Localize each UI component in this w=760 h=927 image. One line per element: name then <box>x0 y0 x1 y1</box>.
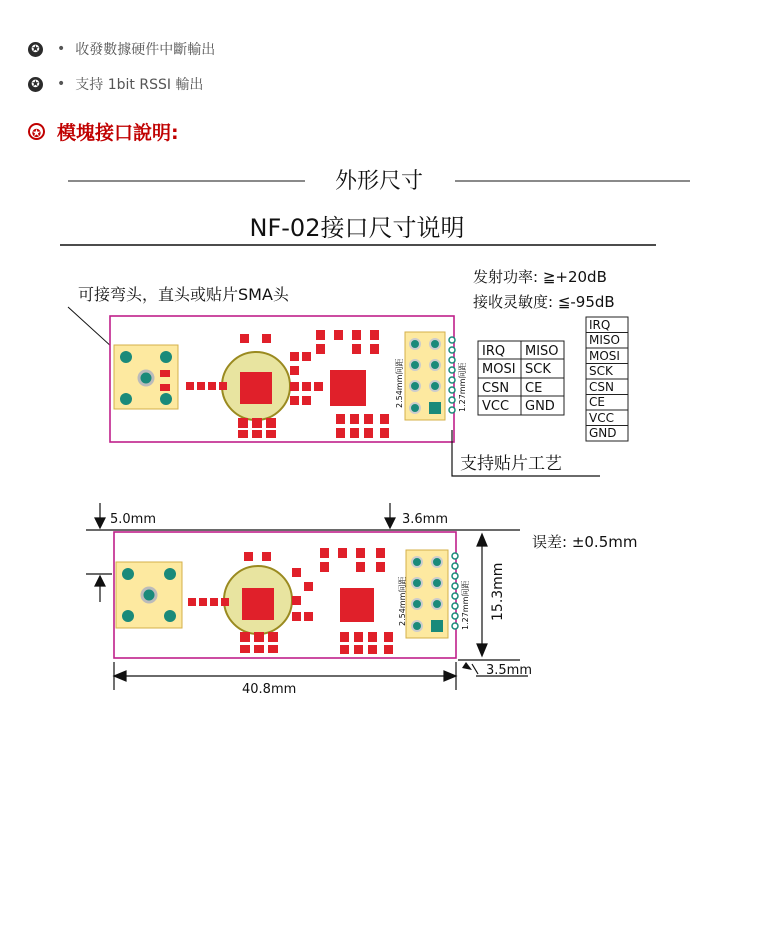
pitch-254-label-bottom: 2.54mm间距 <box>398 576 407 626</box>
edge-label: 3.5mm <box>486 663 533 678</box>
pin-col-mosi: MOSI <box>589 349 620 363</box>
pin-irq: IRQ <box>482 344 506 359</box>
height-label: 15.3mm <box>490 562 506 621</box>
diagram-subtitle: NF-02接口尺寸说明 <box>249 214 465 242</box>
pin-csn: CSN <box>482 381 510 396</box>
smt-note: 支持贴片工艺 <box>460 454 562 474</box>
bullet-dot: • <box>57 41 66 57</box>
pin-ce: CE <box>525 381 543 396</box>
pin-sck: SCK <box>525 362 551 377</box>
board-top <box>110 316 467 442</box>
bullet-dot: • <box>57 76 66 92</box>
star-outline-icon: ✪ <box>28 123 45 140</box>
feature-text: 收發數據硬件中斷輸出 <box>75 42 216 58</box>
pin-col-vcc: VCC <box>589 411 614 425</box>
star-icon: ✪ <box>28 42 43 57</box>
dim-left-label: 5.0mm <box>110 512 157 527</box>
pin-gnd: GND <box>525 399 555 414</box>
star-icon: ✪ <box>28 77 43 92</box>
feature-text: 支持 1bit RSSI 輸出 <box>75 77 204 93</box>
pin-col-miso: MISO <box>589 333 620 347</box>
tolerance-label: 误差: ±0.5mm <box>532 533 638 551</box>
pin-col-csn: CSN <box>589 380 614 394</box>
pitch-127-label-bottom: 1.27mm间距 <box>461 580 470 630</box>
antenna-note: 可接弯头，直头或贴片SMA头 <box>78 285 289 304</box>
tx-power: 发射功率: ≧+20dB <box>473 268 607 286</box>
pin-col-irq: IRQ <box>589 318 611 332</box>
board-bottom <box>114 532 470 658</box>
pin-vcc: VCC <box>482 399 510 414</box>
pin-col-sck: SCK <box>589 364 613 378</box>
dim-right-label: 3.6mm <box>402 512 449 527</box>
pitch-127-label: 1.27mm间距 <box>458 362 467 412</box>
section-heading-text: 模塊接口說明: <box>57 122 179 144</box>
diagram-title: 外形尺寸 <box>334 169 424 194</box>
rx-sensitivity: 接收灵敏度: ≦-95dB <box>473 293 615 311</box>
pin-col-gnd: GND <box>589 426 617 440</box>
pin-col-ce: CE <box>589 395 605 409</box>
pin-mosi: MOSI <box>482 362 516 377</box>
pitch-254-label: 2.54mm间距 <box>395 358 404 408</box>
pin-miso: MISO <box>525 344 559 359</box>
length-label: 40.8mm <box>242 682 297 697</box>
